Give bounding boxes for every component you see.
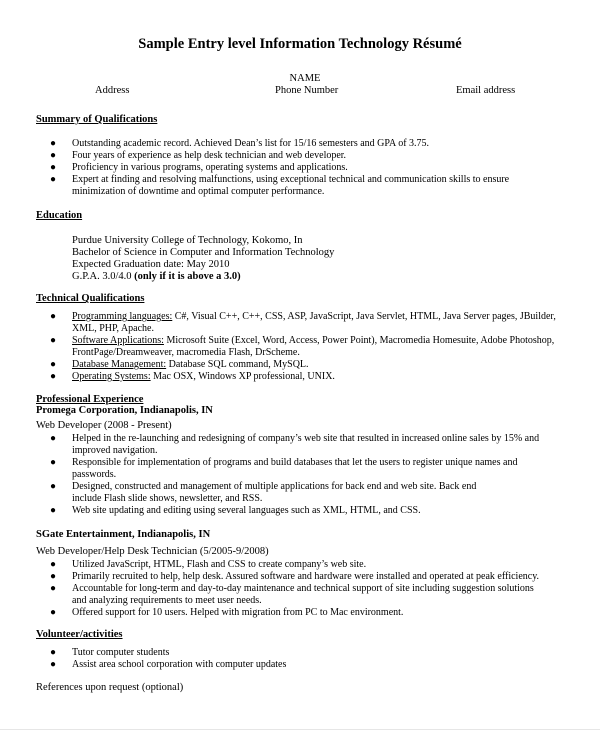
volunteer-heading: Volunteer/activities (36, 629, 123, 640)
list-item: ● Database Management: Database SQL command, MySQL. (50, 359, 309, 370)
bullet-icon: ● (50, 371, 57, 382)
bullet-icon: ● (50, 571, 57, 582)
job-duties-list (0, 559, 562, 619)
bullet-icon: ● (50, 335, 57, 346)
list-item: ● Expert at finding and resolving malfunctions, using exceptional technical and communication skills to ensure minimization of downtime and optimal computer performance. (50, 174, 510, 197)
list-item: ● Web site updating and editing using several languages such as XML, HTML, and CSS. (50, 505, 421, 516)
bullet-icon: ● (50, 481, 57, 492)
education-school: Purdue University College of Technology, Kokomo, In (72, 235, 303, 246)
list-item: ● Offered support for 10 users. Helped with migration from PC to Mac environment. (50, 607, 404, 618)
bullet-icon: ● (50, 559, 57, 570)
bullet-icon: ● (50, 433, 57, 444)
contact-email: Email address (456, 85, 516, 96)
education-degree: Bachelor of Science in Computer and Information Technology (72, 247, 335, 258)
list-item: ● Utilized JavaScript, HTML, Flash and CSS to create company’s web site. (50, 559, 367, 570)
list-item: ● Operating Systems: Mac OSX, Windows XP professional, UNIX. (50, 371, 335, 382)
job-duties-list (0, 433, 562, 517)
bullet-icon: ● (50, 659, 57, 670)
bullet-icon: ● (50, 162, 57, 173)
summary-heading: Summary of Qualifications (36, 114, 158, 125)
education-heading: Education (36, 210, 83, 221)
references-note: References upon request (optional) (36, 682, 184, 693)
bullet-icon: ● (50, 138, 57, 149)
job-company: SGate Entertainment, Indianapolis, IN (36, 529, 211, 540)
list-item: ● Assist area school corporation with computer updates (50, 659, 287, 670)
list-item: ● Designed, constructed and management of multiple applications for back end and web site. Back end include Flash slide shows, newsletter, and RSS. (50, 481, 477, 504)
bullet-icon: ● (50, 174, 57, 185)
contact-address: Address (95, 85, 130, 96)
list-item: ● Helped in the re-launching and redesigning of company’s web site that resulted in increased online sales by 15% and improved navigation. (50, 433, 540, 456)
list-item: ● Tutor computer students (50, 647, 170, 658)
job-role: Web Developer/Help Desk Technician (5/2005-9/2008) (36, 546, 269, 557)
list-item: ● Accountable for long-term and day-to-day maintenance and technical support of site including suggestion solutions and analyzing requirements to meet user needs. (50, 583, 534, 606)
technical-heading: Technical Qualifications (36, 293, 145, 304)
volunteer-list (0, 647, 562, 671)
list-item: ● Programming languages: C#, Visual C++, C++, CSS, ASP, JavaScript, Java Servlet, HTML, Java Server pages, JBuilder, XML, PHP, Apache. (50, 311, 556, 334)
list-item: ● Responsible for implementation of programs and build databases that let the users to register unique names and passwords. (50, 457, 518, 480)
bullet-icon: ● (50, 359, 57, 370)
contact-name: NAME (289, 73, 321, 84)
list-item: ● Outstanding academic record. Achieved Dean’s list for 15/16 semesters and GPA of 3.75. (50, 138, 430, 149)
bullet-icon: ● (50, 607, 57, 618)
bullet-icon: ● (50, 150, 57, 161)
bullet-icon: ● (50, 583, 57, 594)
technical-list (0, 311, 562, 383)
summary-list (0, 138, 562, 198)
list-item: ● Software Applications: Microsoft Suite (Excel, Word, Access, Power Point), Macromedia Homesuite, Adobe Photoshop, FrontPage/Dreamweaver, macromedia Flash, DrScheme. (50, 335, 555, 358)
job-company: Promega Corporation, Indianapolis, IN (36, 405, 213, 416)
bullet-icon: ● (50, 457, 57, 468)
bullet-icon: ● (50, 311, 57, 322)
education-gpa: G.P.A. 3.0/4.0 (only if it is above a 3.0) (72, 271, 241, 282)
bullet-icon: ● (50, 505, 57, 516)
list-item: ● Proficiency in various programs, operating systems and applications. (50, 162, 348, 173)
resume-title: Sample Entry level Information Technology Résumé (138, 36, 462, 52)
job-role: Web Developer (2008 - Present) (36, 420, 172, 431)
experience-heading: Professional Experience (36, 394, 144, 405)
education-graduation: Expected Graduation date: May 2010 (72, 259, 230, 270)
list-item: ● Primarily recruited to help, help desk. Assured software and hardware were installed and operated at peak efficiency. (50, 571, 540, 582)
contact-phone: Phone Number (275, 85, 339, 96)
list-item: ● Four years of experience as help desk technician and web developer. (50, 150, 347, 161)
bullet-icon: ● (50, 647, 57, 658)
